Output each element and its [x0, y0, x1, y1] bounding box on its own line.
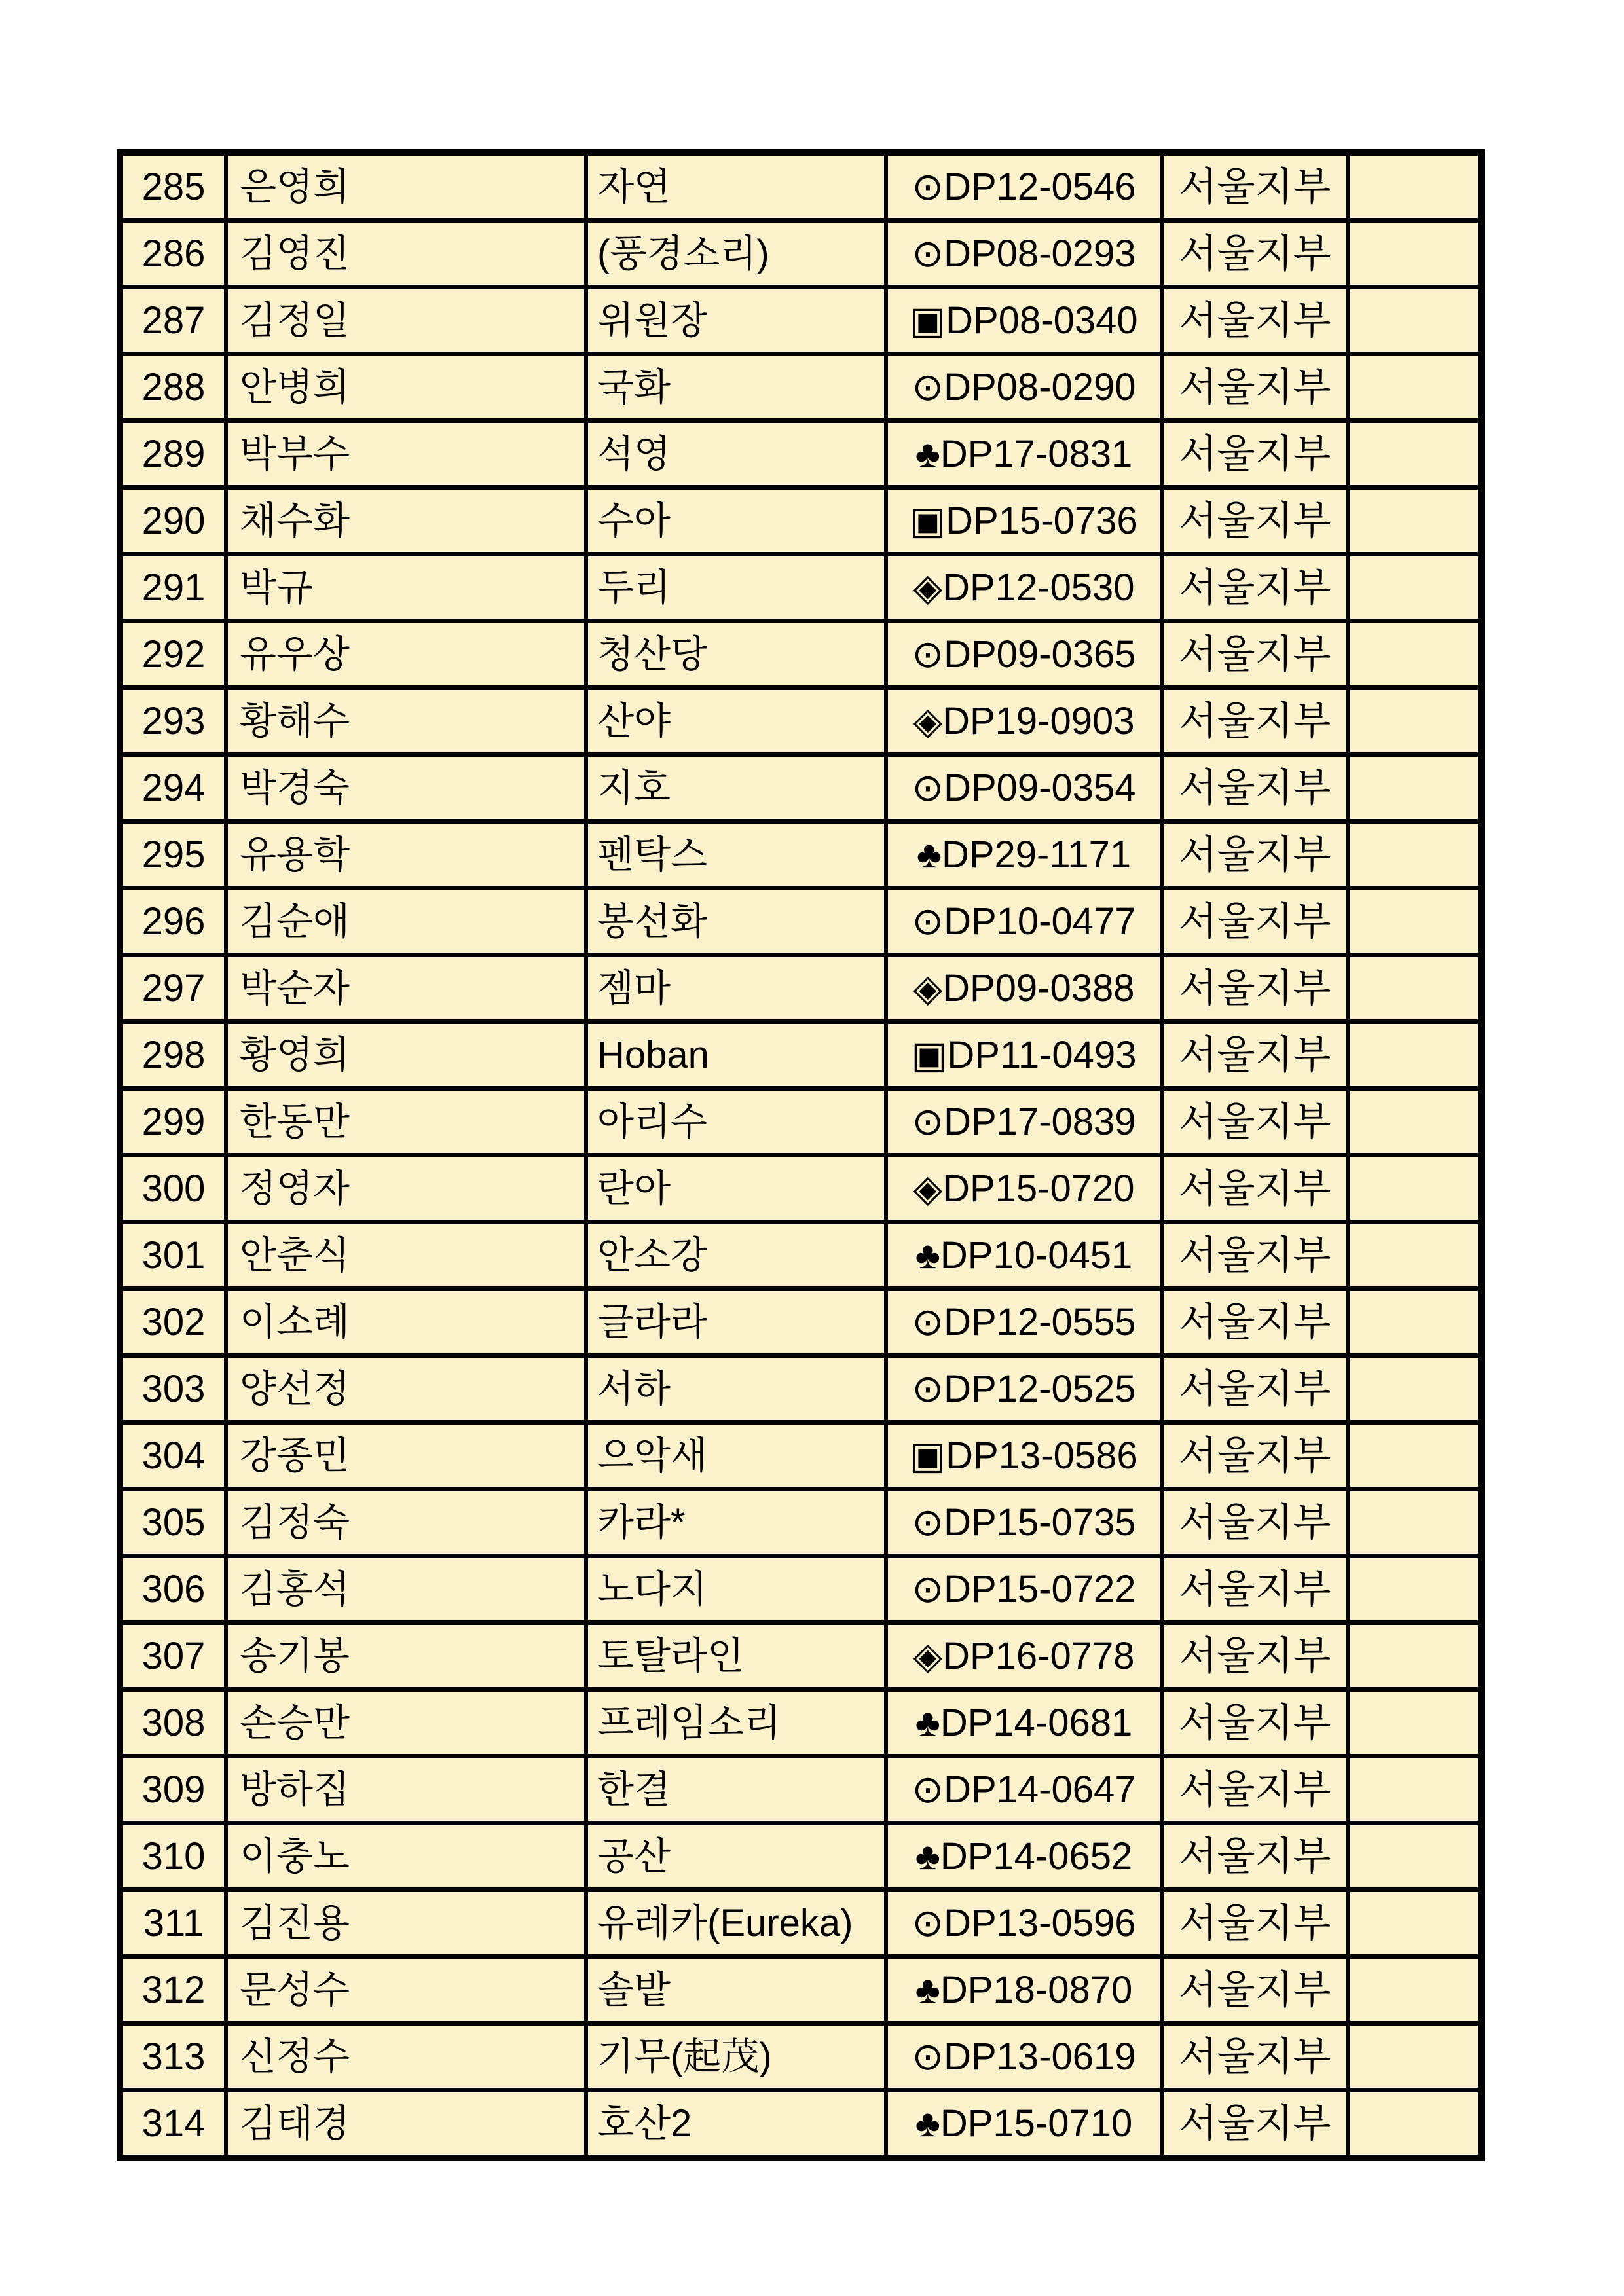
member-name-cell: 박부수 — [226, 421, 586, 488]
member-name-cell: 김정일 — [226, 287, 586, 354]
table-row — [120, 755, 1481, 822]
branch-cell: 서울지부 — [1162, 2024, 1348, 2090]
branch-cell: 서울지부 — [1162, 1289, 1348, 1356]
row-number-cell: 313 — [120, 2024, 226, 2090]
branch-cell: 서울지부 — [1162, 1556, 1348, 1623]
member-code-cell: ◈DP15-0720 — [886, 1156, 1162, 1222]
empty-cell — [1348, 888, 1481, 955]
member-name-cell: 송기봉 — [226, 1623, 586, 1690]
empty-cell — [1348, 621, 1481, 688]
branch-cell: 서울지부 — [1162, 888, 1348, 955]
member-name-cell: 양선정 — [226, 1356, 586, 1423]
member-name-cell: 안병희 — [226, 354, 586, 421]
member-name-cell: 유우상 — [226, 621, 586, 688]
row-number-cell: 310 — [120, 1823, 226, 1890]
member-name-cell: 김정숙 — [226, 1489, 586, 1556]
member-name-cell: 김순애 — [226, 888, 586, 955]
empty-cell — [1348, 755, 1481, 822]
branch-cell: 서울지부 — [1162, 153, 1348, 221]
empty-cell — [1348, 2024, 1481, 2090]
table-row — [120, 1156, 1481, 1222]
nickname-cell: 아리수 — [586, 1089, 886, 1156]
member-name-cell: 황영희 — [226, 1022, 586, 1089]
member-code-cell: ♣DP18-0870 — [886, 1957, 1162, 2024]
branch-cell: 서울지부 — [1162, 1356, 1348, 1423]
nickname-cell: 젬마 — [586, 955, 886, 1022]
member-code-cell: ◈DP12-0530 — [886, 555, 1162, 621]
row-number-cell: 302 — [120, 1289, 226, 1356]
member-name-cell: 방하집 — [226, 1757, 586, 1823]
table-row — [120, 1089, 1481, 1156]
member-code-cell: ⊙DP12-0546 — [886, 153, 1162, 221]
nickname-cell: 토탈라인 — [586, 1623, 886, 1690]
row-number-cell: 289 — [120, 421, 226, 488]
nickname-cell: 자연 — [586, 153, 886, 221]
table-row — [120, 287, 1481, 354]
empty-cell — [1348, 221, 1481, 287]
branch-cell: 서울지부 — [1162, 688, 1348, 755]
nickname-cell: 수아 — [586, 488, 886, 555]
member-code-cell: ◈DP16-0778 — [886, 1623, 1162, 1690]
member-code-cell: ⊙DP12-0555 — [886, 1289, 1162, 1356]
branch-cell: 서울지부 — [1162, 955, 1348, 1022]
branch-cell: 서울지부 — [1162, 755, 1348, 822]
nickname-cell: 안소강 — [586, 1222, 886, 1289]
empty-cell — [1348, 1690, 1481, 1757]
member-code-cell: ♣DP17-0831 — [886, 421, 1162, 488]
row-number-cell: 295 — [120, 822, 226, 888]
table-row — [120, 1489, 1481, 1556]
branch-cell: 서울지부 — [1162, 421, 1348, 488]
member-name-cell: 한동만 — [226, 1089, 586, 1156]
branch-cell: 서울지부 — [1162, 287, 1348, 354]
empty-cell — [1348, 1289, 1481, 1356]
table-row — [120, 1423, 1481, 1489]
empty-cell — [1348, 2090, 1481, 2159]
table-row — [120, 822, 1481, 888]
member-name-cell: 이소례 — [226, 1289, 586, 1356]
nickname-cell: 국화 — [586, 354, 886, 421]
empty-cell — [1348, 287, 1481, 354]
member-code-cell: ⊙DP17-0839 — [886, 1089, 1162, 1156]
member-code-cell: ⊙DP15-0722 — [886, 1556, 1162, 1623]
branch-cell: 서울지부 — [1162, 1957, 1348, 2024]
branch-cell: 서울지부 — [1162, 1423, 1348, 1489]
member-name-cell: 정영자 — [226, 1156, 586, 1222]
nickname-cell: 글라라 — [586, 1289, 886, 1356]
table-row — [120, 1957, 1481, 2024]
branch-cell: 서울지부 — [1162, 1823, 1348, 1890]
table-row — [120, 621, 1481, 688]
member-name-cell: 이충노 — [226, 1823, 586, 1890]
nickname-cell: 솔밭 — [586, 1957, 886, 2024]
member-name-cell: 김홍석 — [226, 1556, 586, 1623]
member-code-cell: ◈DP09-0388 — [886, 955, 1162, 1022]
table-row — [120, 2090, 1481, 2159]
empty-cell — [1348, 1022, 1481, 1089]
row-number-cell: 288 — [120, 354, 226, 421]
table-row — [120, 688, 1481, 755]
table-row — [120, 221, 1481, 287]
row-number-cell: 309 — [120, 1757, 226, 1823]
empty-cell — [1348, 1556, 1481, 1623]
empty-cell — [1348, 1156, 1481, 1222]
empty-cell — [1348, 1423, 1481, 1489]
empty-cell — [1348, 1089, 1481, 1156]
branch-cell: 서울지부 — [1162, 555, 1348, 621]
row-number-cell: 294 — [120, 755, 226, 822]
row-number-cell: 293 — [120, 688, 226, 755]
table-row — [120, 1289, 1481, 1356]
member-code-cell: ♣DP29-1171 — [886, 822, 1162, 888]
row-number-cell: 291 — [120, 555, 226, 621]
nickname-cell: 서하 — [586, 1356, 886, 1423]
empty-cell — [1348, 688, 1481, 755]
empty-cell — [1348, 1890, 1481, 1957]
member-code-cell: ▣DP13-0586 — [886, 1423, 1162, 1489]
table-row — [120, 1022, 1481, 1089]
member-code-cell: ♣DP14-0652 — [886, 1823, 1162, 1890]
row-number-cell: 299 — [120, 1089, 226, 1156]
nickname-cell: 노다지 — [586, 1556, 886, 1623]
empty-cell — [1348, 488, 1481, 555]
branch-cell: 서울지부 — [1162, 621, 1348, 688]
nickname-cell: 위원장 — [586, 287, 886, 354]
member-code-cell: ⊙DP13-0619 — [886, 2024, 1162, 2090]
row-number-cell: 312 — [120, 1957, 226, 2024]
nickname-cell: 지호 — [586, 755, 886, 822]
table-row — [120, 1757, 1481, 1823]
row-number-cell: 300 — [120, 1156, 226, 1222]
row-number-cell: 301 — [120, 1222, 226, 1289]
nickname-cell: 봉선화 — [586, 888, 886, 955]
branch-cell: 서울지부 — [1162, 1757, 1348, 1823]
empty-cell — [1348, 1957, 1481, 2024]
row-number-cell: 298 — [120, 1022, 226, 1089]
nickname-cell: 한결 — [586, 1757, 886, 1823]
member-code-cell: ⊙DP13-0596 — [886, 1890, 1162, 1957]
nickname-cell: 유레카(Eureka) — [586, 1890, 886, 1957]
branch-cell: 서울지부 — [1162, 1489, 1348, 1556]
member-name-cell: 손승만 — [226, 1690, 586, 1757]
row-number-cell: 290 — [120, 488, 226, 555]
empty-cell — [1348, 822, 1481, 888]
empty-cell — [1348, 1356, 1481, 1423]
empty-cell — [1348, 153, 1481, 221]
row-number-cell: 287 — [120, 287, 226, 354]
member-name-cell: 은영희 — [226, 153, 586, 221]
nickname-cell: 두리 — [586, 555, 886, 621]
member-code-cell: ♣DP10-0451 — [886, 1222, 1162, 1289]
member-code-cell: ▣DP08-0340 — [886, 287, 1162, 354]
branch-cell: 서울지부 — [1162, 1690, 1348, 1757]
table-row — [120, 153, 1481, 221]
member-code-cell: ⊙DP09-0354 — [886, 755, 1162, 822]
row-number-cell: 304 — [120, 1423, 226, 1489]
branch-cell: 서울지부 — [1162, 354, 1348, 421]
member-code-cell: ⊙DP14-0647 — [886, 1757, 1162, 1823]
table-row — [120, 2024, 1481, 2090]
row-number-cell: 311 — [120, 1890, 226, 1957]
empty-cell — [1348, 1623, 1481, 1690]
member-code-cell: ⊙DP08-0293 — [886, 221, 1162, 287]
empty-cell — [1348, 1757, 1481, 1823]
table-body — [120, 153, 1481, 2158]
nickname-cell: 산야 — [586, 688, 886, 755]
nickname-cell: 공산 — [586, 1823, 886, 1890]
branch-cell: 서울지부 — [1162, 2090, 1348, 2159]
table-row — [120, 555, 1481, 621]
member-name-cell: 유용학 — [226, 822, 586, 888]
row-number-cell: 305 — [120, 1489, 226, 1556]
table-row — [120, 955, 1481, 1022]
nickname-cell: 기무(起茂) — [586, 2024, 886, 2090]
member-name-cell: 박규 — [226, 555, 586, 621]
nickname-cell: 펜탁스 — [586, 822, 886, 888]
table-row — [120, 1556, 1481, 1623]
table-row — [120, 1222, 1481, 1289]
member-name-cell: 박경숙 — [226, 755, 586, 822]
nickname-cell: 석영 — [586, 421, 886, 488]
row-number-cell: 308 — [120, 1690, 226, 1757]
branch-cell: 서울지부 — [1162, 1156, 1348, 1222]
row-number-cell: 303 — [120, 1356, 226, 1423]
row-number-cell: 286 — [120, 221, 226, 287]
member-name-cell: 채수화 — [226, 488, 586, 555]
nickname-cell: Hoban — [586, 1022, 886, 1089]
table-row — [120, 1690, 1481, 1757]
row-number-cell: 314 — [120, 2090, 226, 2159]
member-name-cell: 김영진 — [226, 221, 586, 287]
member-code-cell: ⊙DP09-0365 — [886, 621, 1162, 688]
nickname-cell: 으악새 — [586, 1423, 886, 1489]
table-row — [120, 354, 1481, 421]
member-name-cell: 강종민 — [226, 1423, 586, 1489]
nickname-cell: 호산2 — [586, 2090, 886, 2159]
member-code-cell: ▣DP15-0736 — [886, 488, 1162, 555]
table-row — [120, 1823, 1481, 1890]
row-number-cell: 297 — [120, 955, 226, 1022]
member-code-cell: ▣DP11-0493 — [886, 1022, 1162, 1089]
branch-cell: 서울지부 — [1162, 822, 1348, 888]
empty-cell — [1348, 955, 1481, 1022]
member-name-cell: 김진용 — [226, 1890, 586, 1957]
nickname-cell: (풍경소리) — [586, 221, 886, 287]
member-name-cell: 김태경 — [226, 2090, 586, 2159]
row-number-cell: 285 — [120, 153, 226, 221]
member-code-cell: ⊙DP08-0290 — [886, 354, 1162, 421]
branch-cell: 서울지부 — [1162, 488, 1348, 555]
member-name-cell: 안춘식 — [226, 1222, 586, 1289]
empty-cell — [1348, 555, 1481, 621]
table-row — [120, 888, 1481, 955]
branch-cell: 서울지부 — [1162, 1222, 1348, 1289]
member-name-cell: 박순자 — [226, 955, 586, 1022]
member-code-cell: ⊙DP12-0525 — [886, 1356, 1162, 1423]
empty-cell — [1348, 354, 1481, 421]
empty-cell — [1348, 1823, 1481, 1890]
row-number-cell: 296 — [120, 888, 226, 955]
branch-cell: 서울지부 — [1162, 1623, 1348, 1690]
branch-cell: 서울지부 — [1162, 221, 1348, 287]
row-number-cell: 307 — [120, 1623, 226, 1690]
branch-cell: 서울지부 — [1162, 1089, 1348, 1156]
branch-cell: 서울지부 — [1162, 1890, 1348, 1957]
branch-cell: 서울지부 — [1162, 1022, 1348, 1089]
member-name-cell: 문성수 — [226, 1957, 586, 2024]
member-name-cell: 황해수 — [226, 688, 586, 755]
table-row — [120, 488, 1481, 555]
nickname-cell: 란아 — [586, 1156, 886, 1222]
table-row — [120, 1890, 1481, 1957]
empty-cell — [1348, 1489, 1481, 1556]
empty-cell — [1348, 1222, 1481, 1289]
row-number-cell: 292 — [120, 621, 226, 688]
nickname-cell: 청산당 — [586, 621, 886, 688]
table-row — [120, 421, 1481, 488]
membership-table — [117, 149, 1485, 2161]
row-number-cell: 306 — [120, 1556, 226, 1623]
nickname-cell: 프레임소리 — [586, 1690, 886, 1757]
table-row — [120, 1356, 1481, 1423]
table-row — [120, 1623, 1481, 1690]
nickname-cell: 카라* — [586, 1489, 886, 1556]
member-code-cell: ♣DP14-0681 — [886, 1690, 1162, 1757]
member-name-cell: 신정수 — [226, 2024, 586, 2090]
member-code-cell: ♣DP15-0710 — [886, 2090, 1162, 2159]
empty-cell — [1348, 421, 1481, 488]
member-code-cell: ⊙DP10-0477 — [886, 888, 1162, 955]
member-code-cell: ◈DP19-0903 — [886, 688, 1162, 755]
member-code-cell: ⊙DP15-0735 — [886, 1489, 1162, 1556]
